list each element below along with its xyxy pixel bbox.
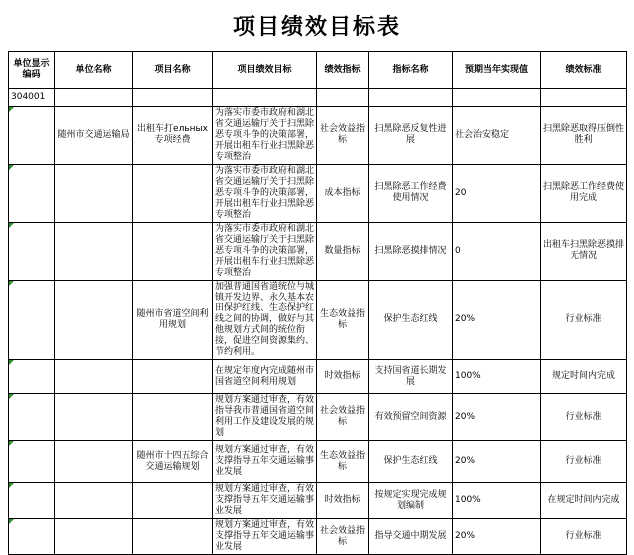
cell-value: 社会治安稳定 [453, 107, 541, 165]
cell-goal: 为落实市委市政府和湖北省交通运输厅关于扫黑除恶专项斗争的决策部署，开展出租车行业扫黑除恶专项整治 [213, 107, 317, 165]
cell-project [133, 483, 213, 519]
cell-code [9, 280, 55, 360]
cell-goal: 规划方案通过审查，有效支撑指导五年交通运输事业发展 [213, 441, 317, 483]
cell-unit [55, 483, 133, 519]
cell-unit [55, 89, 133, 107]
cell-project [133, 519, 213, 555]
cell-standard: 行业标准 [541, 441, 627, 483]
cell-indicator-name: 指导交通中期发展 [369, 519, 453, 555]
cell-project: 随州市十四五综合交通运输规划 [133, 441, 213, 483]
cell-standard: 扫黑除恶工作经费使用完成 [541, 164, 627, 222]
cell-goal: 为落实市委市政府和湖北省交通运输厅关于扫黑除恶专项斗争的决策部署，开展出租车行业扫黑除恶专项整治 [213, 222, 317, 280]
cell-value [453, 89, 541, 107]
column-header-expected-value: 预期当年实现值 [453, 52, 541, 89]
cell-code [9, 519, 55, 555]
cell-project [133, 222, 213, 280]
cell-indicator-name: 扫黑除恶工作经费使用情况 [369, 164, 453, 222]
cell-standard: 在规定时间内完成 [541, 483, 627, 519]
cell-goal [213, 89, 317, 107]
cell-indicator: 社会效益指标 [317, 519, 369, 555]
cell-unit [55, 519, 133, 555]
cell-indicator-name: 保护生态红线 [369, 280, 453, 360]
cell-value: 20 [453, 164, 541, 222]
cell-indicator-name [369, 89, 453, 107]
cell-project [133, 360, 213, 394]
cell-indicator-name: 扫黑除恶反复性进展 [369, 107, 453, 165]
column-header-project-goal: 项目绩效目标 [213, 52, 317, 89]
cell-indicator: 数量指标 [317, 222, 369, 280]
cell-value: 0 [453, 222, 541, 280]
column-header-indicator: 绩效指标 [317, 52, 369, 89]
cell-indicator: 社会效益指标 [317, 107, 369, 165]
cell-unit [55, 222, 133, 280]
column-header-unit-name: 单位名称 [55, 52, 133, 89]
column-header-standard: 绩效标准 [541, 52, 627, 89]
cell-indicator: 时效指标 [317, 483, 369, 519]
cell-value: 20% [453, 394, 541, 441]
table-row [9, 441, 627, 483]
cell-unit [55, 360, 133, 394]
table-row [9, 222, 627, 280]
cell-standard [541, 89, 627, 107]
cell-unit [55, 441, 133, 483]
table-row [9, 394, 627, 441]
cell-unit [55, 280, 133, 360]
table-row [9, 107, 627, 165]
cell-code [9, 394, 55, 441]
cell-indicator-name: 按规定实现完成规划编制 [369, 483, 453, 519]
performance-table-container [0, 51, 634, 555]
cell-goal: 规划方案通过审查，有效支撑指导五年交通运输事业发展 [213, 519, 317, 555]
cell-value: 100% [453, 360, 541, 394]
performance-goal-table [8, 51, 627, 555]
cell-standard: 行业标准 [541, 280, 627, 360]
table-row [9, 280, 627, 360]
cell-standard: 规定时间内完成 [541, 360, 627, 394]
cell-goal: 规划方案通过审查，有效指导我市普通国省道空间利用工作及建设发展的规划 [213, 394, 317, 441]
column-header-indicator-name: 指标名称 [369, 52, 453, 89]
table-row [9, 360, 627, 394]
table-row [9, 483, 627, 519]
cell-goal: 在规定年度内完成随州市国省道空间利用规划 [213, 360, 317, 394]
cell-unit [55, 394, 133, 441]
cell-code [9, 360, 55, 394]
cell-code [9, 483, 55, 519]
table-row [9, 164, 627, 222]
cell-project: 出租车打ельных专项经费 [133, 107, 213, 165]
cell-project [133, 394, 213, 441]
cell-goal: 加强普通国省道统位与城镇开发边界、永久基本农田保护红线、生态保护红线之间的协调，做好与其他规划方式间的统位衔接，促进空间资源集约、节约利用。 [213, 280, 317, 360]
table-header-row [9, 52, 627, 89]
cell-value: 20% [453, 280, 541, 360]
column-header-project-name: 项目名称 [133, 52, 213, 89]
cell-project [133, 164, 213, 222]
cell-code [9, 164, 55, 222]
cell-code [9, 441, 55, 483]
column-header-unit-code: 单位显示编码 [9, 52, 55, 89]
cell-indicator: 社会效益指标 [317, 394, 369, 441]
table-row [9, 519, 627, 555]
page-title: 项目绩效目标表 [232, 14, 401, 40]
cell-indicator: 成本指标 [317, 164, 369, 222]
cell-standard: 出租车扫黑除恶摸排无情况 [541, 222, 627, 280]
cell-project: 随州市省道空间利用规划 [133, 280, 213, 360]
cell-indicator-name: 有效预留空间资源 [369, 394, 453, 441]
cell-unit: 随州市交通运输局 [55, 107, 133, 165]
cell-value: 100% [453, 483, 541, 519]
cell-standard: 扫黑除恶取得压倒性胜利 [541, 107, 627, 165]
cell-code [9, 222, 55, 280]
cell-unit [55, 164, 133, 222]
cell-code: 304001 [9, 89, 55, 107]
cell-indicator-name: 支持国省道长期发展 [369, 360, 453, 394]
cell-code [9, 107, 55, 165]
cell-value: 20% [453, 441, 541, 483]
cell-goal: 规划方案通过审查，有效支撑指导五年交通运输事业发展 [213, 483, 317, 519]
cell-indicator: 时效指标 [317, 360, 369, 394]
cell-standard: 行业标准 [541, 394, 627, 441]
table-body [9, 89, 627, 555]
cell-indicator [317, 89, 369, 107]
cell-goal: 为落实市委市政府和湖北省交通运输厅关于扫黑除恶专项斗争的决策部署，开展出租车行业扫黑除恶专项整治 [213, 164, 317, 222]
cell-project [133, 89, 213, 107]
cell-indicator: 生态效益指标 [317, 280, 369, 360]
cell-indicator-name: 扫黑除恶摸排情况 [369, 222, 453, 280]
table-row [9, 89, 627, 107]
cell-indicator: 生态效益指标 [317, 441, 369, 483]
cell-indicator-name: 保护生态红线 [369, 441, 453, 483]
cell-standard: 行业标准 [541, 519, 627, 555]
cell-value: 20% [453, 519, 541, 555]
